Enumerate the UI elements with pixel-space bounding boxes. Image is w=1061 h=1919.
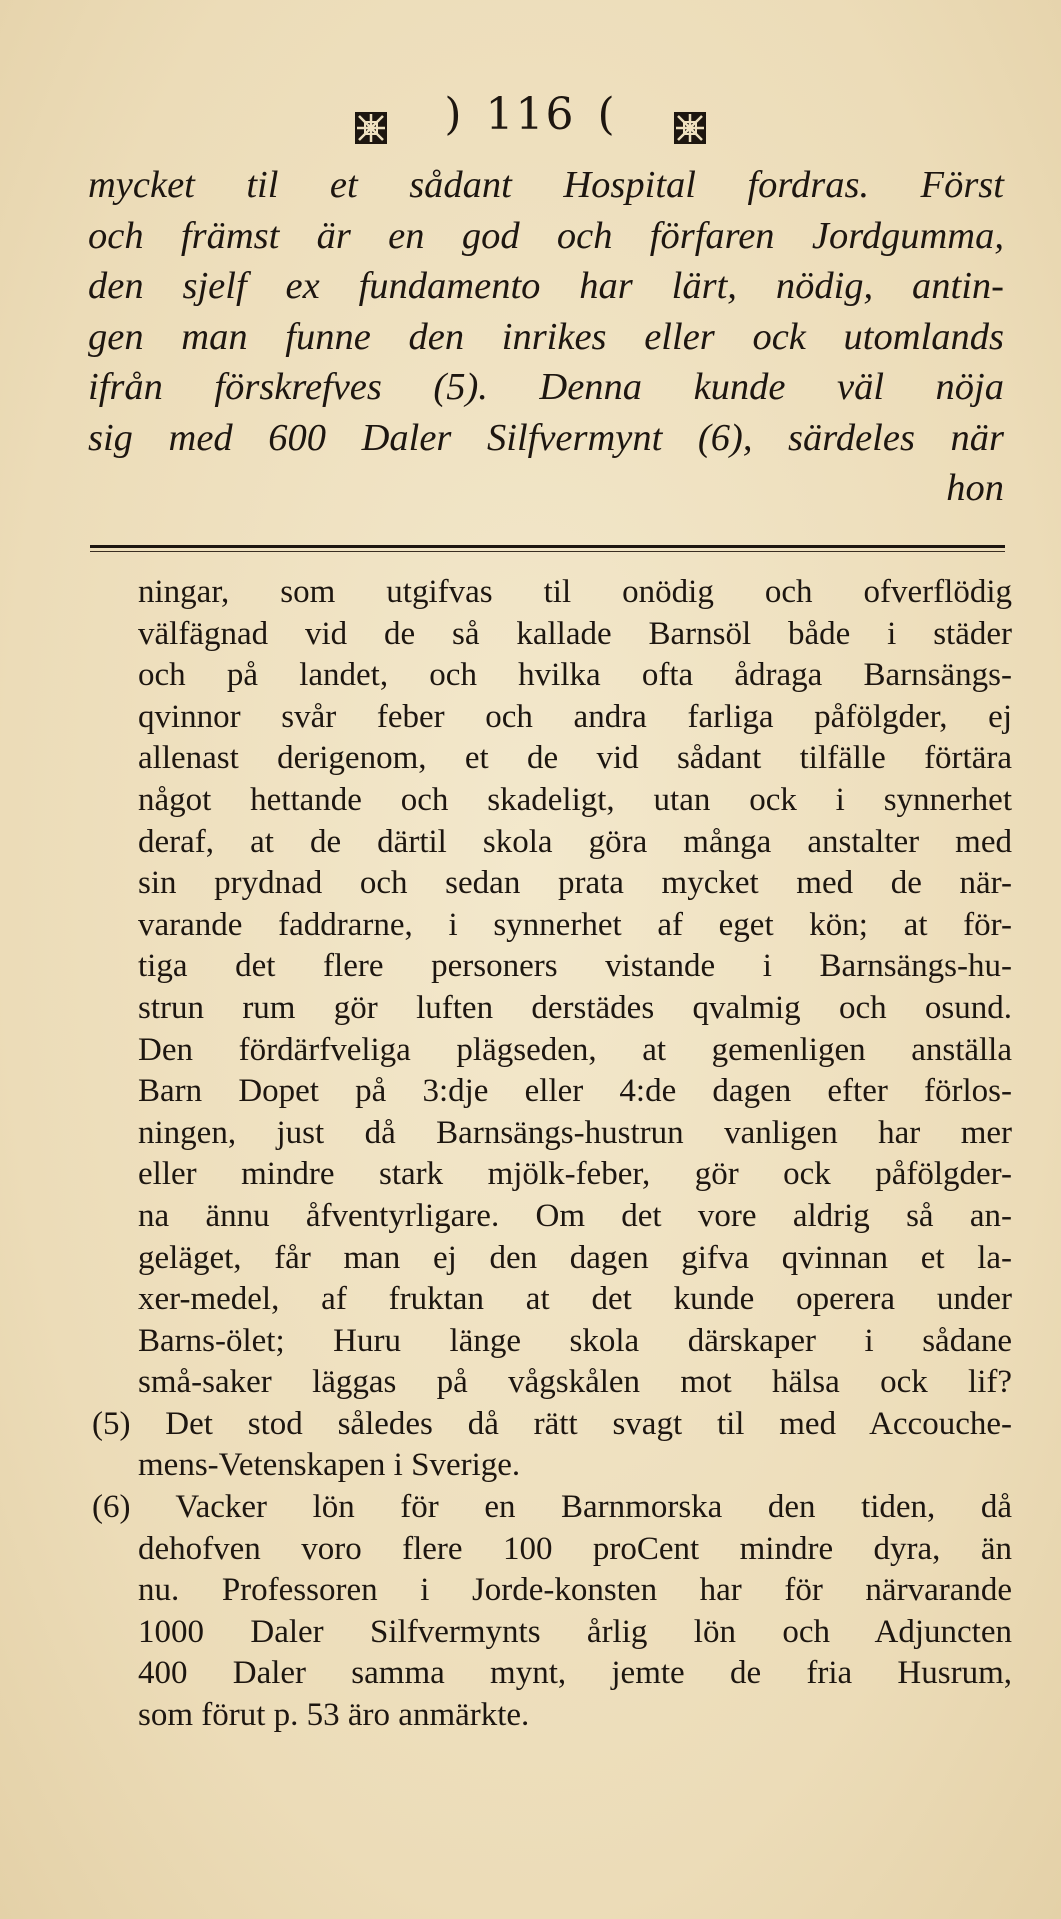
- main-body-text: [88, 160, 1004, 514]
- note-line: xer-medel, af fruktan at det kunde operera under: [138, 1281, 1012, 1318]
- note-line: välfägnad vid de så kallade Barnsöl både i städer: [138, 615, 1012, 652]
- note-line: (6) Vacker lön för en Barnmorska den tiden, då: [92, 1489, 1012, 1526]
- note-line: deraf, at de därtil skola göra många anstalter med: [138, 823, 1012, 860]
- note-line: 400 Daler samma mynt, jemte de fria Husrum,: [138, 1655, 1012, 1692]
- left-ornament-icon: [354, 101, 388, 135]
- note-line: sin prydnad och sedan prata mycket med de när-: [138, 865, 1012, 902]
- main-line: den sjelf ex fundamento har lärt, nödig, antin-: [88, 265, 1004, 307]
- header-right-paren: (: [597, 89, 617, 140]
- footnote-6: [92, 1487, 1012, 1737]
- page-number: 116: [485, 89, 576, 140]
- page-header: [0, 85, 1061, 145]
- footnote-separator-rule-thin: [90, 551, 1005, 552]
- main-line: gen man funne den inrikes eller ock utomlands: [88, 315, 1004, 358]
- note-line: och på landet, och hvilka ofta ådraga Barnsängs-: [138, 657, 1012, 694]
- main-line: sig med 600 Daler Silfvermynt (6), särdeles när: [88, 416, 1004, 459]
- note-line: tiga det flere personers vistande i Barnsängs-hu-: [138, 948, 1012, 985]
- footnote-separator-rule: [90, 545, 1005, 548]
- note-line: något hettande och skadeligt, utan ock i synnerhet: [138, 781, 1012, 818]
- note-line: dehofven voro flere 100 proCent mindre dyra, än: [138, 1530, 1012, 1567]
- note-line: ningen, just då Barnsängs-hustrun vanligen har mer: [138, 1114, 1012, 1151]
- main-line: och främst är en god och förfaren Jordgumma,: [88, 214, 1004, 257]
- note-line: nu. Professoren i Jorde-konsten har för närvarande: [138, 1572, 1012, 1609]
- note-line: qvinnor svår feber och andra farliga påfölgder, ej: [138, 698, 1012, 735]
- note-line: Barns-ölet; Huru länge skola därskaper i sådane: [138, 1322, 1012, 1359]
- note-line: 1000 Daler Silfvermynts årlig lön och Adjuncten: [138, 1613, 1012, 1650]
- footnotes: [92, 572, 1012, 1737]
- note-line: (5) Det stod således då rätt svagt til med Accouche-: [92, 1405, 1012, 1442]
- note-line: små-saker läggas på vågskålen mot hälsa ock lif?: [138, 1364, 1012, 1401]
- main-line: mycket til et sådant Hospital fordras. Först: [88, 164, 1004, 206]
- note-line: geläget, får man ej den dagen gifva qvinnan et la-: [138, 1239, 1012, 1276]
- note-line: som förut p. 53 äro anmärkte.: [138, 1697, 530, 1734]
- note-line: na ännu åfventyrligare. Om det vore aldrig så an-: [138, 1197, 1012, 1234]
- note-line: allenast derigenom, et de vid sådant tilfälle förtära: [138, 740, 1012, 777]
- note-line: mens-Vetenskapen i Sverige.: [138, 1447, 521, 1484]
- note-line: varande faddrarne, i synnerhet af eget kön; at för-: [138, 906, 1012, 943]
- header-left-paren: ): [444, 89, 464, 140]
- note-line: ningar, som utgifvas til onödig och ofverflödig: [138, 574, 1012, 610]
- footnote-continued: [92, 572, 1012, 1404]
- note-line: Barn Dopet på 3:dje eller 4:de dagen efter förlos-: [138, 1073, 1012, 1110]
- catchword: hon: [946, 467, 1004, 509]
- footnote-5: [92, 1404, 1012, 1487]
- note-line: strun rum gör luften derstädes qvalmig och osund.: [138, 989, 1012, 1026]
- main-line: ifrån förskrefves (5). Denna kunde väl nöja: [88, 366, 1004, 408]
- right-ornament-icon: [673, 101, 707, 135]
- note-line: Den fördärfveliga plägseden, at gemenligen anställa: [138, 1031, 1012, 1068]
- note-line: eller mindre stark mjölk-feber, gör ock påfölgder-: [138, 1156, 1012, 1193]
